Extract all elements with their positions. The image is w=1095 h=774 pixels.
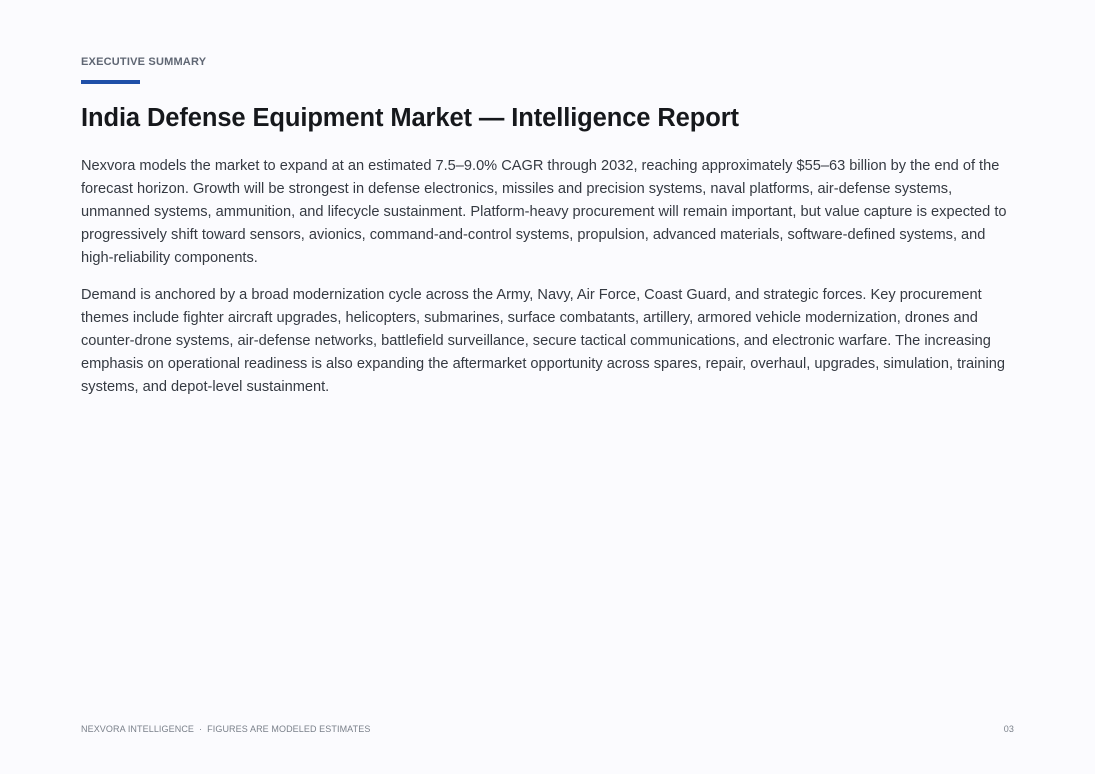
footer-brand: NEXVORA INTELLIGENCE [81,724,195,734]
section-eyebrow: EXECUTIVE SUMMARY [81,56,207,68]
footer-separator: · [199,724,203,734]
summary-paragraph-1: Nexvora models the market to expand at an estimated 7.5–9.0% CAGR through 2032, reaching approximately $55–63 billion by the end of the forecast horizon. Growth will be strongest in defense electronics, missiles and precision systems, naval platforms, air-defense systems, unmanned systems, ammunition, and lifecycle sustainment. Platform-heavy procurement will remain important, but value capture is expected to progressively shift toward sensors, avionics, command-and-control systems, propulsion, advanced materials, software-defined systems, and high-reliability components. [81,158,1007,266]
page-title: India Defense Equipment Market — Intelligence Report [81,104,739,132]
report-page [81,0,1015,774]
summary-body [81,155,1015,413]
page-number: 03 [1003,724,1014,734]
accent-rule [81,80,140,84]
summary-paragraph-2: Demand is anchored by a broad modernization cycle across the Army, Navy, Air Force, Coast Guard, and strategic forces. Key procurement themes include fighter aircraft upgrades, helicopters, submarines, surface combatants, artillery, armored vehicle modernization, drones and counter-drone systems, air-defense networks, battlefield surveillance, secure tactical communications, and electronic warfare. The increasing emphasis on operational readiness is also expanding the aftermarket opportunity across spares, repair, overhaul, upgrades, simulation, training systems, and depot-level sustainment. [81,287,1005,395]
footer-left [81,724,370,734]
footer-note: FIGURES ARE MODELED ESTIMATES [207,724,371,734]
